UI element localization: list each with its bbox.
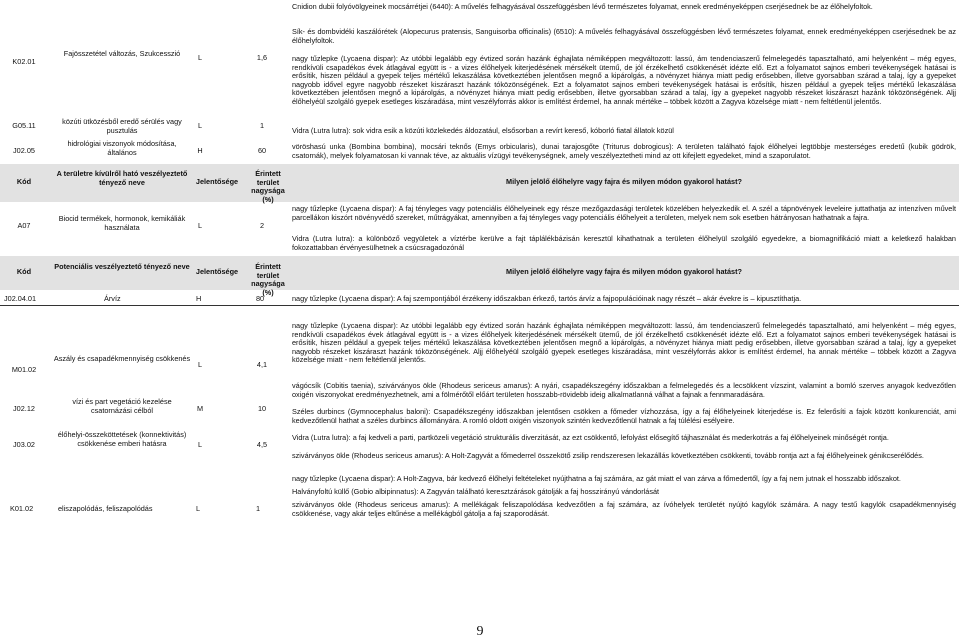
threat-factor: vízi és part vegetáció kezelése csatornázási célból <box>72 397 172 415</box>
severity: L <box>197 440 203 449</box>
header-severity: Jelentősége <box>195 267 239 276</box>
area-percent: 1,6 <box>256 53 268 62</box>
row-divider <box>0 305 959 306</box>
severity: L <box>197 360 203 369</box>
area-percent: 4,5 <box>256 440 268 449</box>
threat-factor: eliszapolódás, feliszapolódás <box>58 504 153 513</box>
threat-code: K02.01 <box>12 57 36 66</box>
area-percent: 2 <box>259 221 265 230</box>
severity: H <box>197 146 203 155</box>
impact-text: Halványfoltú küllő (Gobio albipinnatus): A Zagyván található keresztzárások gátolják a faj hosszirányú vándorlását <box>292 487 660 496</box>
area-percent: 10 <box>257 404 267 413</box>
impact-text: nagy tűzlepke (Lycaena dispar): A faj szempontjából érzékeny időszakban érkező, tartós árvíz a fajpopulációinak nagy részét – akár évekre is – kipusztíthatja. <box>292 294 802 303</box>
impact-text: Széles durbincs (Gymnocephalus baloni): Csapadékszegény időszakban jelentősen csökken a főmeder vízhozzása, így a faj élőhelyeinek kiterjedése is. Ez felerősíti a fajok között konkurenciát, ami kedvezőtlenül hathat a széles durbincs állományára. A romló oldott oxigén viszonyok szintén kedvezőtlenül hatnak a faj túlélési esélyeire. <box>292 408 956 425</box>
severity: M <box>196 404 204 413</box>
threat-code: J03.02 <box>13 440 35 449</box>
header-area: Érintett terület nagysága (%) <box>251 169 285 204</box>
threat-code: G05.11 <box>12 121 36 130</box>
impact-text: szivárványos ökle (Rhodeus sericeus amarus): A Holt-Zagyvát a főmederrel összekötő zsilip rendszeresen lekazállás következtében csökkenti, tovább rontja azt a faj élőhelyeinek génikcserélődés. <box>292 451 924 460</box>
threat-factor: Árvíz <box>104 294 121 303</box>
header-area: Érintett terület nagysága (%) <box>251 262 285 297</box>
threat-factor: Fajösszetétel változás, Szukcesszió <box>63 49 181 58</box>
header-severity: Jelentősége <box>195 177 239 186</box>
header-code: Kód <box>16 267 32 276</box>
header-code: Kód <box>16 177 32 186</box>
header-factor: Potenciális veszélyeztető tényező neve <box>54 262 190 271</box>
severity: L <box>197 221 203 230</box>
area-percent: 80 <box>256 294 265 303</box>
impact-text: nagy tűzlepke (Lycaena dispar): Az utóbbi legalább egy évtized során hazánk éghajlata némiképpen megváltozott: lassú, ám tendenciaszerű felmelegedés tapasztalható, ami helyenként – még egyes, rendkívüli csapadékos évek átlagával együtt is - a vizes élőhelyek kiterjedésének mérsékelt ütemű, de jól érzékelhető csökkenését idézte elő. Ezt a folyamatot sajnos emberi tevékenységek hatásai is erősítik, hiszen például a gyepek teljes mértékű lekaszálása következtében jelentősen megnő a kipárolgás, a növényzet hiánya miatt pedig erősebben, illetve gyorsabban szárad a talaj, így a gyepeket nagyobb idővel egyre nagyobb részeket kiszáraszt hazánk tóközönségének. Ezt a folyamatot sajnos emberi tevékenységek hatásai is erősítik, hiszen például a gyepek teljes mértékű lekaszálása következtében jelentősen megnő a kipárolgás, a növényzet hiánya miatt pedig erősebben, illetve gyorsabban szárad a talaj, így a gyepeket nagyobb részeket kiszáraszt hazánk tóközönségének. Aljj élőhelyéül szolgáló gyepek esetleges kiszáradása, mint veszélyforrás akkor is említést érdemel, ha annak mértéke – többek között a Zagyva közelsége miatt - nem feltétlenül jelentős. <box>292 55 956 106</box>
impact-text: szivárványos ökle (Rhodeus sericeus amarus): A mellékágak feliszapolódása kedvezőtlen a faj számára, az ívóhelyek területét nyújtó kagylók számára. A nagy testű kagylók csapadékmennyiség csökkenése, vagy akár teljes eltűnése a mellékágból gátolja a faj szaporodását. <box>292 500 956 518</box>
threat-code: K01.02 <box>10 504 34 513</box>
impact-text: Vidra (Lutra lutra): a faj kedveli a parti, partközeli vegetáció strukturális diverzitását, az ezt csökkentő, lefolyást elősegítő tájhasználat és mederkotrás a faj élőhelyeinek minőségét rontja. <box>292 433 889 442</box>
threat-factor: hidrológiai viszonyok módosítása, általános <box>67 139 177 157</box>
area-percent: 60 <box>257 146 267 155</box>
threat-code: J02.12 <box>13 404 35 413</box>
header-impact: Milyen jelölő élőhelyre vagy fajra és milyen módon gyakorol hatást? <box>505 267 742 276</box>
impact-text: Cnidion dubii folyóvölgyeinek mocsárrétjei (6440): A művelés felhagyásával összefüggésben lévő természetes folyamat, ennek eredményeképpen cserjésednek be az élőhelyfoltok. <box>292 2 873 11</box>
area-percent: 1 <box>259 121 265 130</box>
threat-code: A07 <box>17 221 31 230</box>
impact-text: vöröshasú unka (Bombina bombina), mocsári teknős (Emys orbicularis), dunai tarajosgőte (Triturus dobrogicus): A területen található fajok élőhelyei legtöbbje mesterséges eredetű (kubik gödrök, csatornák), melyek folyamatosan ki vannak téve, az aktuális vízügyi tevékenységnek, amely veszélyeztetheti mind az ott kifejlett egyedeket, mind a szaporulatot. <box>292 142 956 160</box>
threat-code: M01.02 <box>11 365 37 374</box>
area-percent: 4,1 <box>256 360 268 369</box>
impact-text: nagy tűzlepke (Lycaena dispar): A Holt-Zagyva, bár kedvező élőhelyi feltételeket nyújthatna a faj számára, az gát miatt el van zárva a főmedertől, így a faj nem jutnak el hosszabb időszakot. <box>292 474 901 483</box>
threat-factor: Biocid termékek, hormonok, kemikáliák használata <box>58 214 186 232</box>
impact-text: Vidra (Lutra lutra): sok vidra esik a közúti közlekedés áldozatául, elsősorban a revírt kereső, kóborló fiatal állatok közül <box>292 126 674 135</box>
header-impact: Milyen jelölő élőhelyre vagy fajra és milyen módon gyakorol hatást? <box>505 177 742 186</box>
page-number: 9 <box>476 624 484 639</box>
threat-code: J02.04.01 <box>4 294 37 303</box>
threat-code: J02.05 <box>13 146 35 155</box>
impact-text: Vidra (Lutra lutra): a különböző vegyületek a víztérbe kerülve a fajt táplálékbázisán keresztül kihathatnak a területen élőhelyül szolgáló egyedekre, a biomagnifikáció miatt a keletkező halakban fokozattabban érvényesülhetnek a csúcsragadozónál <box>292 234 956 252</box>
threat-factor: Aszály és csapadékmennyiség csökkenés <box>53 354 191 363</box>
header-factor: A területre kívülről ható veszélyeztető tényező neve <box>56 169 188 187</box>
severity: L <box>197 121 203 130</box>
threat-factor: élőhelyi-összeköttetések (konnektivitás) csökkenése emberi hatásra <box>57 430 187 448</box>
impact-text: vágócsík (Cobitis taenia), szivárványos ökle (Rhodeus sericeus amarus): A nyári, csapadékszegény időszakban a felmelegedés és a lecsökkent vízszint, valamint a bomló szerves anyagok kedvezőtlen oxigén viszonyokat eredményezhetnek, ami a fölmérőtől előárt területen hosszabb-rövidebb ideig alkalmatlanná válhat a fajnak a fennmaradására. <box>292 382 956 399</box>
impact-text: Sík- és dombvidéki kaszálórétek (Alopecurus pratensis, Sanguisorba officinalis) (6510): A művelés felhagyásával összefüggésben lévő természetes folyamat, ennek eredményeképpen cserjésednek be az élőhelyfoltok. <box>292 27 956 45</box>
threat-factor: közúti ütközésből eredő sérülés vagy pusztulás <box>62 117 182 135</box>
severity: H <box>196 294 202 303</box>
area-percent: 1 <box>256 504 261 513</box>
severity: L <box>196 504 201 513</box>
impact-text: nagy tűzlepke (Lycaena dispar): A faj tényleges vagy potenciális élőhelyeinek egy része mezőgazdasági területek közelében helyezkedik el. A szél a tápnövények leveleire juttathatja az intenzíven művelt parcellákon kiszórt növényvédő szereket, műtrágyákat, amennyiben a faj tényleges vagy potenciális élőhelyeit a területen, melyek nem sok esetben hátrányosan hathatnak a fajra. <box>292 205 956 222</box>
impact-text: nagy tűzlepke (Lycaena dispar): Az utóbbi legalább egy évtized során hazánk éghajlata némiképpen megváltozott: lassú, ám tendenciaszerű felmelegedés tapasztalható, ami helyenként – még egyes, rendkívüli csapadékos évek átlagával együtt is - a vizes élőhelyek kiterjedésének mérsékelt ütemű, de jól érzékelhető csökkenését idézte elő. Ezt a folyamatot sajnos emberi tevékenységek hatásai is erősítik, hiszen például a gyepek teljes mértékű lekaszálása következtében jelentősen megnő a kipárolgás, a növényzet hiánya miatt pedig erősebben, illetve gyorsabban szárad a talaj, így a gyepeket nagyobb részeket kiszáraszt hazánk tóközönségének. Aljj élőhelyéül szolgáló gyepek esetleges kiszáradása, mint veszélyforrás akkor is említést érdemel, ha annak mértéke – többek között a Zagyva közelsége miatt - nem feltétlenül jelentős. <box>292 322 956 365</box>
severity: L <box>197 53 203 62</box>
